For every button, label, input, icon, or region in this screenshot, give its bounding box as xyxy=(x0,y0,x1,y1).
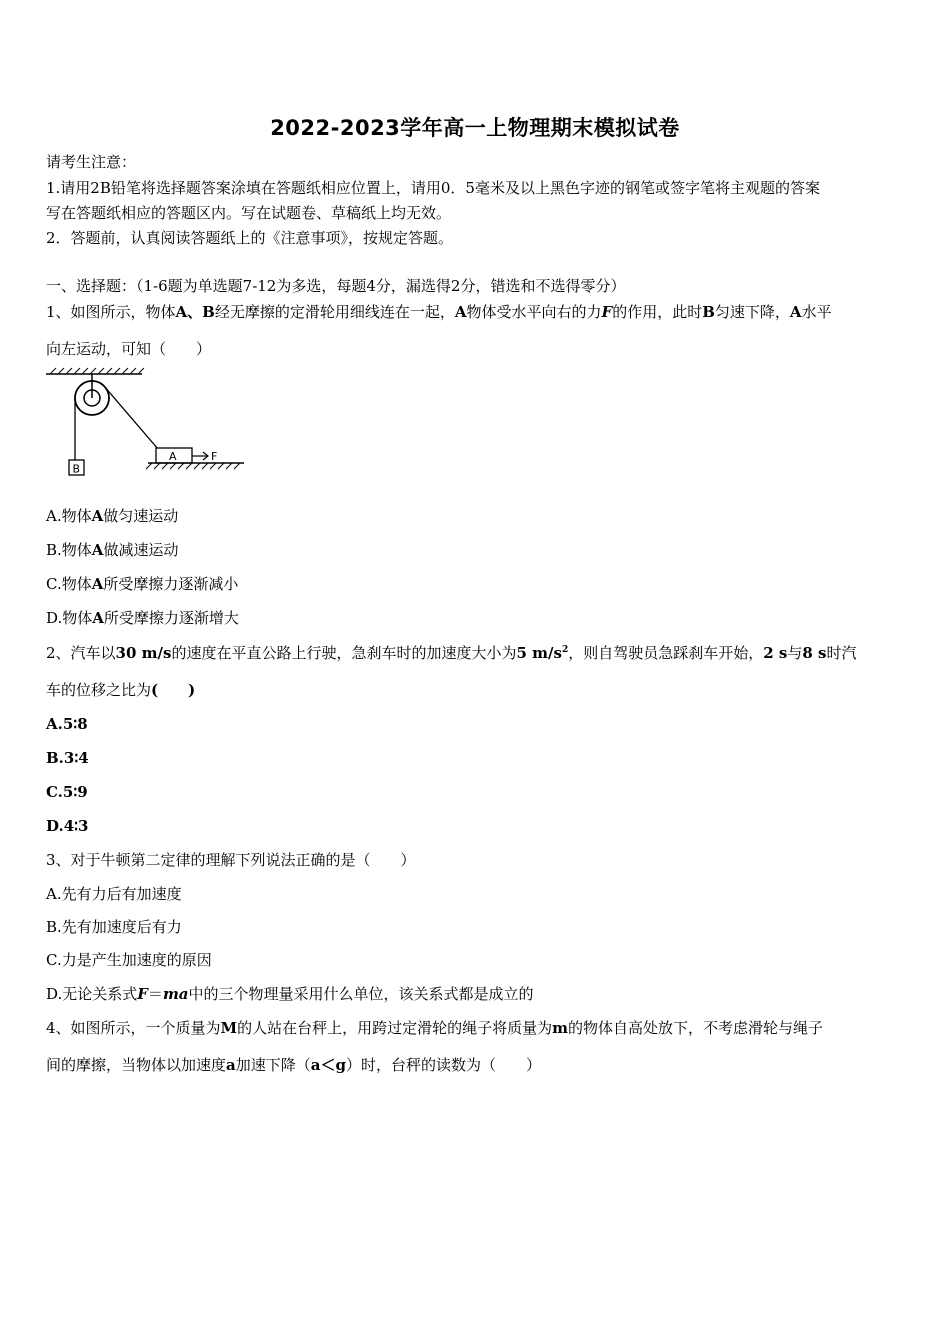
q2-stem-line2: 车的位移之比为( ) xyxy=(46,681,196,699)
page-title: 2022-2023学年高一上物理期末模拟试卷 xyxy=(270,116,680,140)
q2-stem-line1: 2、汽车以30 m/s的速度在平直公路上行驶，急刹车时的加速度大小为5 $m/s^2$，则自驾驶员急踩刹车开始，2 s与8 s时汽 xyxy=(46,644,857,662)
q3-option-d: D.无论关系式F＝ma中的三个物理量采用什么单位，该关系式都是成立的 xyxy=(46,985,534,1003)
q3-option-b: B.先有加速度后有力 xyxy=(46,918,182,936)
ground-hatch xyxy=(146,463,240,469)
notice-heading: 请考生注意： xyxy=(46,153,137,171)
rope-to-a xyxy=(104,386,158,449)
q2-option-d: D.4∶3 xyxy=(46,817,89,835)
q2-option-a: A.5∶8 xyxy=(46,715,88,733)
q2-option-b: B.3∶4 xyxy=(46,749,89,767)
q1-option-b: B.物体A做减速运动 xyxy=(46,541,179,559)
q1-option-c: C.物体A所受摩擦力逐渐减小 xyxy=(46,575,239,593)
q3-stem: 3、对于牛顿第二定律的理解下列说法正确的是（ ） xyxy=(46,851,416,869)
section-heading: 一、选择题：（1-6题为单选题7-12为多选，每题4分，漏选得2分，错选和不选得零分） xyxy=(46,277,626,295)
q1-stem-line1: 1、如图所示，物体A、B经无摩擦的定滑轮用细线连在一起，A物体受水平向右的力F的作用，此时B匀速下降，A水平 xyxy=(46,303,832,321)
block-a-label: A xyxy=(169,450,177,463)
force-label: F xyxy=(211,450,218,463)
q1-stem-line2: 向左运动，可知（ ） xyxy=(46,340,212,358)
q3-option-c: C.力是产生加速度的原因 xyxy=(46,951,212,969)
pulley-diagram xyxy=(44,364,249,486)
q4-stem-line2: 间的摩擦，当物体以加速度a加速下降（a＜g）时，台秤的读数为（ ） xyxy=(46,1056,541,1074)
ceiling-hatch xyxy=(50,368,144,374)
q2-option-c: C.5∶9 xyxy=(46,783,88,801)
q3-option-a: A.先有力后有加速度 xyxy=(46,885,182,903)
block-b-label: B xyxy=(72,462,81,476)
notice-item-2: 2．答题前，认真阅读答题纸上的《注意事项》，按规定答题。 xyxy=(46,229,454,247)
notice-item-1a: 1.请用2B铅笔将选择题答案涂填在答题纸相应位置上，请用0．5毫米及以上黑色字迹的钢笔或签字笔将主观题的答案 xyxy=(46,179,820,197)
notice-item-1b: 写在答题纸相应的答题区内。写在试题卷、草稿纸上均无效。 xyxy=(46,204,452,222)
q1-option-a: A.物体A做匀速运动 xyxy=(46,507,179,525)
q1-option-d: D.物体A所受摩擦力逐渐增大 xyxy=(46,609,239,627)
q4-stem-line1: 4、如图所示，一个质量为M的人站在台秤上，用跨过定滑轮的绳子将质量为m的物体自高处放下，不考虑滑轮与绳子 xyxy=(46,1019,824,1037)
